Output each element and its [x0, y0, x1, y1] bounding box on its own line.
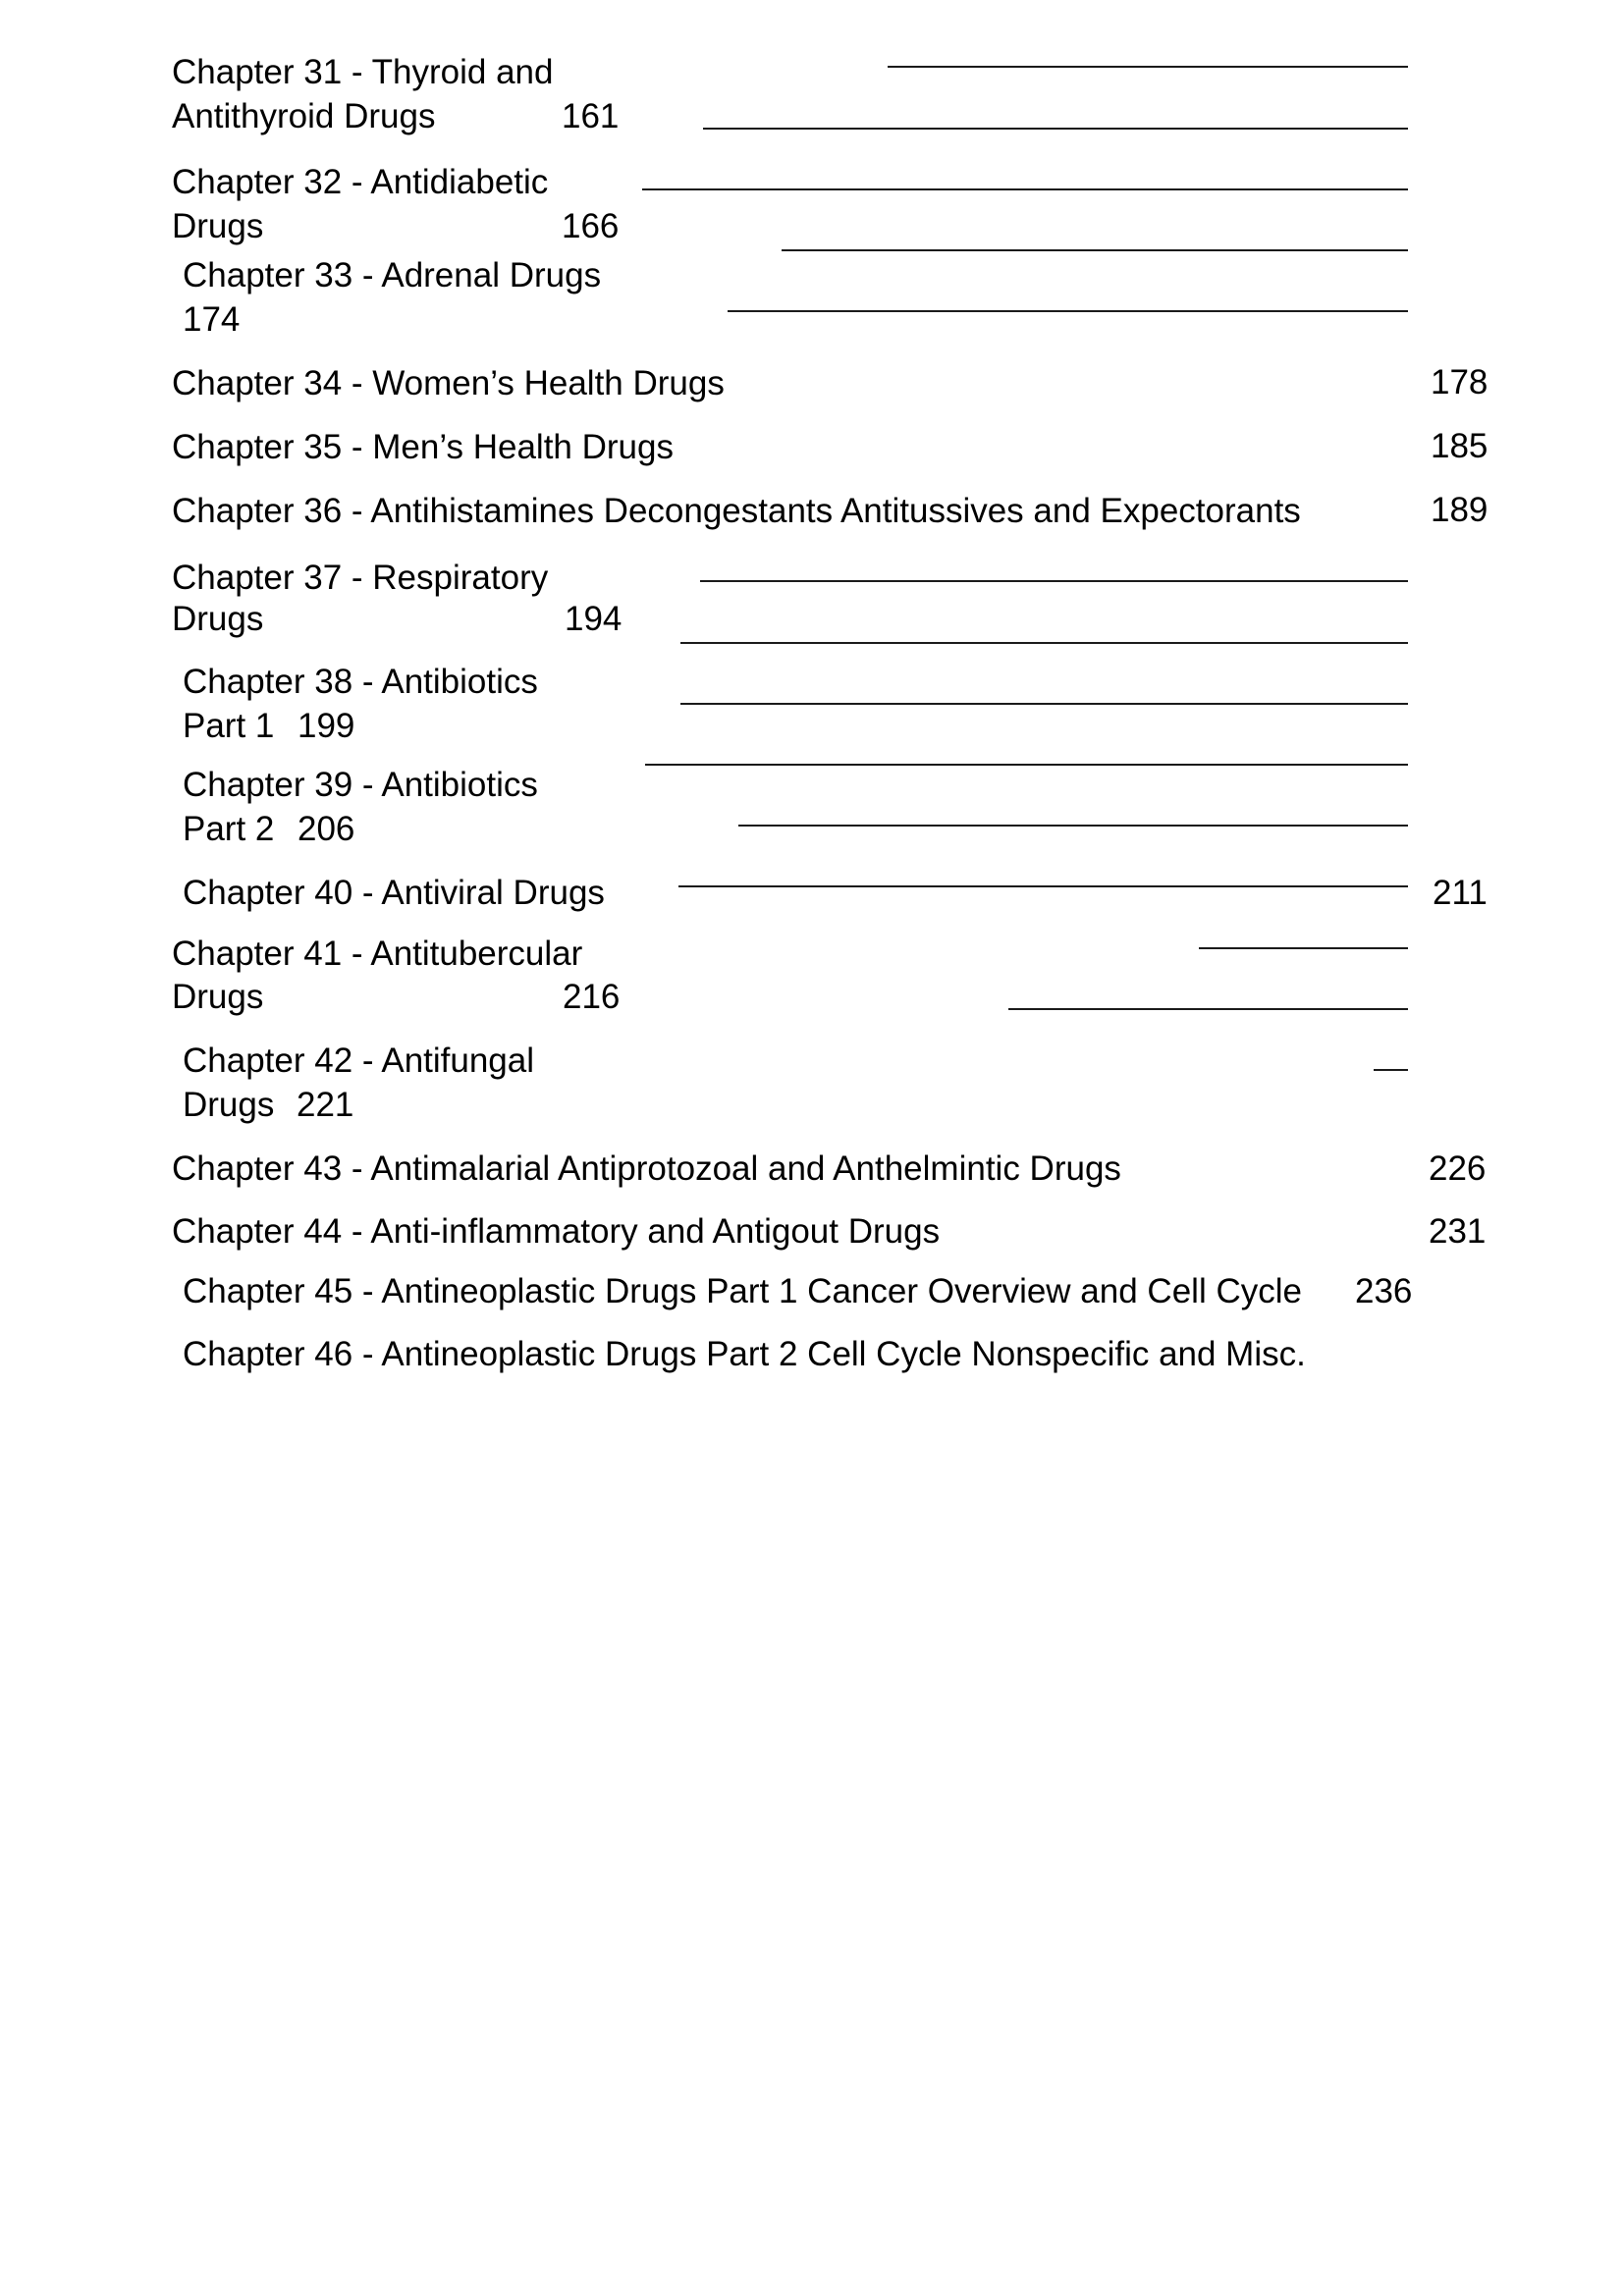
toc-entry-31-title-line2: Antithyroid Drugs: [172, 97, 436, 135]
toc-entry-39-title-line2: Part 2: [183, 810, 275, 848]
toc-entry-36-page: 189: [1431, 491, 1489, 529]
toc-entry-37-page: 194: [565, 600, 623, 638]
toc-entry-42-title-line2: Drugs: [183, 1086, 275, 1124]
toc-entry-32-title-line1: Chapter 32 - Antidiabetic: [172, 163, 549, 201]
toc-entry-43-page: 226: [1429, 1149, 1487, 1188]
toc-entry-35-title: Chapter 35 - Men’s Health Drugs: [172, 428, 674, 466]
toc-entry-39-title-line1: Chapter 39 - Antibiotics: [183, 766, 538, 804]
leader-rule: [1374, 1069, 1408, 1071]
toc-entry-45-title: Chapter 45 - Antineoplastic Drugs Part 1 Cancer Overview and Cell Cycle: [183, 1272, 1302, 1310]
toc-entry-35-page: 185: [1431, 427, 1489, 465]
toc-entry-42-page: 221: [297, 1086, 354, 1124]
leader-rule: [680, 703, 1408, 705]
toc-entry-41-title-line2: Drugs: [172, 978, 264, 1016]
toc-entry-44-title: Chapter 44 - Anti-inflammatory and Antigout Drugs: [172, 1212, 941, 1251]
toc-entry-45-page: 236: [1355, 1272, 1413, 1310]
leader-rule: [678, 885, 1408, 887]
toc-entry-31-page: 161: [562, 97, 620, 135]
leader-rule: [738, 825, 1408, 827]
leader-rule: [703, 128, 1408, 130]
toc-entry-40-title: Chapter 40 - Antiviral Drugs: [183, 874, 605, 912]
toc-entry-37-title-line1: Chapter 37 - Respiratory: [172, 559, 549, 597]
leader-rule: [1199, 947, 1408, 949]
toc-entry-33-page: 174: [183, 300, 241, 339]
leader-rule: [782, 249, 1408, 251]
toc-entry-33-title: Chapter 33 - Adrenal Drugs: [183, 256, 602, 294]
leader-rule: [680, 642, 1408, 644]
toc-entry-43-title: Chapter 43 - Antimalarial Antiprotozoal and Anthelmintic Drugs: [172, 1149, 1121, 1188]
leader-rule: [645, 764, 1408, 766]
toc-entry-40-page: 211: [1433, 874, 1488, 912]
leader-rule: [642, 188, 1408, 190]
toc-entry-39-page: 206: [298, 810, 355, 848]
toc-entry-34-title: Chapter 34 - Women’s Health Drugs: [172, 364, 725, 402]
toc-entry-42-title-line1: Chapter 42 - Antifungal: [183, 1041, 535, 1080]
leader-rule: [888, 66, 1408, 68]
toc-entry-46-title: Chapter 46 - Antineoplastic Drugs Part 2 Cell Cycle Nonspecific and Misc.: [183, 1335, 1306, 1373]
toc-entry-38-title-line2: Part 1: [183, 707, 275, 745]
toc-entry-41-title-line1: Chapter 41 - Antitubercular: [172, 934, 583, 973]
leader-rule: [728, 310, 1408, 312]
toc-entry-32-title-line2: Drugs: [172, 207, 264, 245]
toc-entry-41-page: 216: [563, 978, 621, 1016]
toc-entry-38-title-line1: Chapter 38 - Antibiotics: [183, 663, 538, 701]
toc-entry-32-page: 166: [562, 207, 620, 245]
toc-entry-44-page: 231: [1429, 1212, 1487, 1251]
toc-entry-34-page: 178: [1431, 363, 1489, 401]
toc-entry-36-title: Chapter 36 - Antihistamines Decongestants Antitussives and Expectorants: [172, 492, 1301, 530]
leader-rule: [700, 580, 1408, 582]
toc-entry-38-page: 199: [298, 707, 355, 745]
toc-entry-31-title-line1: Chapter 31 - Thyroid and: [172, 53, 554, 91]
leader-rule: [1008, 1008, 1408, 1010]
toc-entry-37-title-line2: Drugs: [172, 600, 264, 638]
